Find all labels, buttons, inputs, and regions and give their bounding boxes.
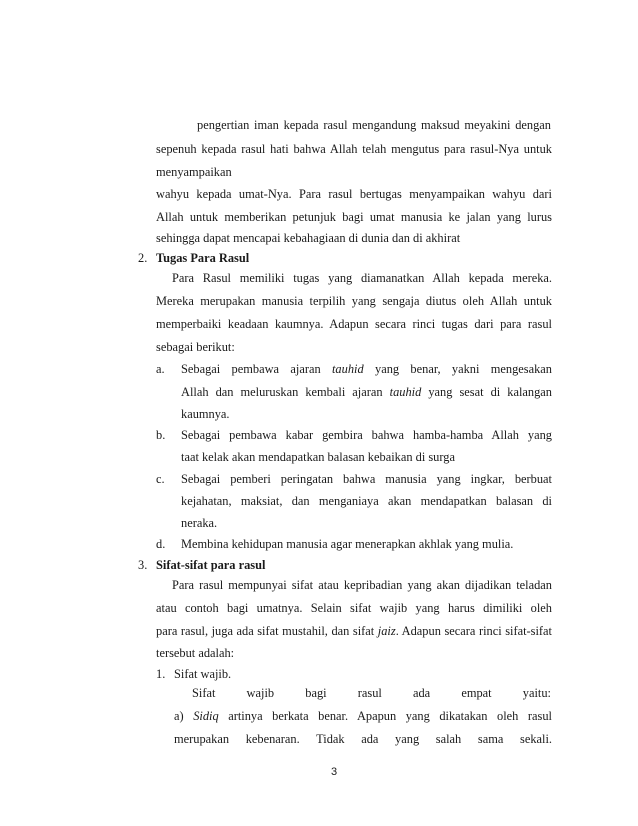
section-2-line-3: memperbaiki keadaan kaumnya. Adapun secara rinci tugas dari para rasul — [156, 317, 552, 331]
list-item-b-line-2: taat kelak akan mendapatkan balasan kebaikan di surga — [181, 450, 455, 464]
intro-line-2: sepenuh kepada rasul hati bahwa Allah telah mengutus para rasul-Nya untuk — [156, 142, 552, 156]
italic-term: tauhid — [331, 362, 364, 376]
italic-term: jaiz — [377, 624, 396, 638]
text: yang sesat di kalangan — [428, 385, 552, 399]
list-item-a-line-2 — [181, 384, 552, 400]
text: yang benar, yakni mengesakan — [375, 362, 552, 376]
section-3-line-4: tersebut adalah: — [156, 646, 235, 660]
list-item-d-line-1: Membina kehidupan manusia agar menerapkan akhlak yang mulia. — [181, 537, 514, 551]
subsection-1-line-3: merupakan kebenaran. Tidak ada yang salah sama sekali. — [174, 732, 552, 746]
list-item-a-line-3: kaumnya. — [181, 407, 230, 421]
text: artinya berkata benar. Apapun yang dikatakan oleh rasul — [228, 709, 552, 723]
text: para rasul, juga ada sifat mustahil, dan sifat — [156, 624, 375, 638]
text: a) — [174, 709, 184, 723]
text: . Adapun secara rinci sifat-sifat — [395, 624, 552, 638]
section-2-line-2: Mereka merupakan manusia terpilih yang sengaja diutus oleh Allah untuk — [156, 294, 552, 308]
intro-line-4: wahyu kepada umat-Nya. Para rasul bertugas menyampaikan wahyu dari — [156, 187, 552, 201]
section-2-line-1: Para Rasul memiliki tugas yang diamanatkan Allah kepada mereka. — [172, 271, 552, 285]
list-item-a-line-1 — [181, 361, 552, 377]
section-3-line-3 — [156, 623, 552, 639]
subsection-1-line-2 — [174, 708, 552, 724]
list-item-marker: a. — [156, 362, 165, 376]
intro-line-1: pengertian iman kepada rasul mengandung maksud meyakini dengan — [197, 118, 551, 132]
text: Allah dan meluruskan kembali ajaran — [181, 385, 383, 399]
subsection-1-title: Sifat wajib. — [174, 667, 232, 681]
italic-term: tauhid — [389, 385, 422, 399]
list-item-marker: c. — [156, 472, 165, 486]
italic-term: Sidiq — [193, 709, 219, 723]
list-item-marker: d. — [156, 537, 166, 551]
section-3-line-2: atau contoh bagi umatnya. Selain sifat wajib yang harus dimiliki oleh — [156, 601, 552, 615]
subsection-1-number: 1. — [156, 667, 166, 681]
intro-line-6: sehingga dapat mencapai kebahagiaan di dunia dan di akhirat — [156, 231, 461, 245]
section-3-number: 3. — [138, 558, 148, 572]
list-item-b-line-1: Sebagai pembawa kabar gembira bahwa hamba-hamba Allah yang — [181, 428, 552, 442]
list-item-c-line-1: Sebagai pemberi peringatan bahwa manusia yang ingkar, berbuat — [181, 472, 552, 486]
section-2-number: 2. — [138, 251, 148, 265]
text: Sebagai pembawa ajaran — [181, 362, 321, 376]
page-number: 3 — [331, 766, 338, 778]
section-3-title: Sifat-sifat para rasul — [156, 558, 266, 572]
list-item-c-line-3: neraka. — [181, 516, 218, 530]
section-2-line-4: sebagai berikut: — [156, 340, 235, 354]
section-2-title: Tugas Para Rasul — [156, 251, 250, 265]
intro-line-3: menyampaikan — [156, 165, 232, 179]
section-3-line-1: Para rasul mempunyai sifat atau kepribadian yang akan dijadikan teladan — [172, 578, 552, 592]
subsection-1-line-1: Sifat wajib bagi rasul ada empat yaitu: — [192, 686, 551, 700]
list-item-c-line-2: kejahatan, maksiat, dan menganiaya akan mendapatkan balasan di — [181, 494, 552, 508]
list-item-marker: b. — [156, 428, 166, 442]
intro-line-5: Allah untuk memberikan petunjuk bagi umat manusia ke jalan yang lurus — [156, 210, 552, 224]
